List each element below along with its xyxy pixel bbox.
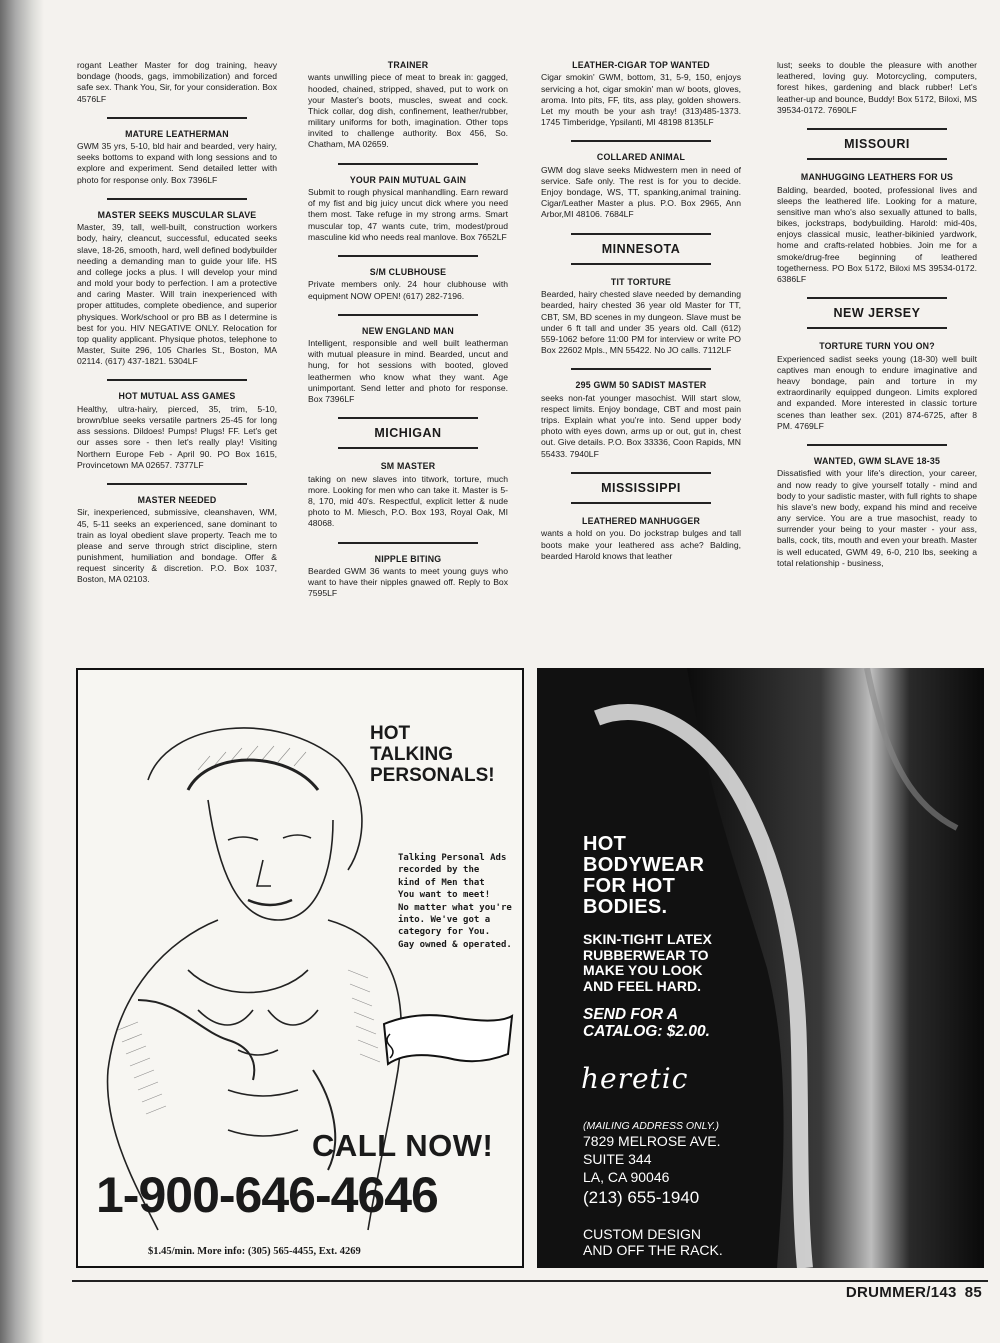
classified-ad [777, 172, 977, 285]
classified-ad [777, 60, 977, 116]
classified-ad-title: YOUR PAIN MUTUAL GAIN [349, 174, 467, 185]
ad-divider [338, 163, 478, 165]
classified-ad [541, 152, 741, 220]
talking-personals-blurb: Talking Personal Ads recorded by the kind of Men that You want to meet! No matter what you're into. We've got a category for You. Gay owned & operated. [398, 853, 512, 950]
section-rule [338, 417, 478, 419]
ad-divider [338, 542, 478, 544]
classified-ad-title: TORTURE TURN YOU ON? [819, 341, 935, 352]
classified-ad-title: TRAINER [387, 60, 429, 70]
classified-ad-body: Cigar smokin' GWM, bottom, 31, 5-9, 150, enjoys servicing a hot, cigar smokin' man w/ boots, gloves, aroma. Into pits, FF, tits, ass play, golden showers. Let my mouth be your ash tray! (313)485-1373. 1745 Timberidge, Ypsilanti, MI 48198 8135LF [541, 72, 741, 128]
classified-ad [541, 60, 741, 128]
section-rule [807, 327, 947, 329]
ad-divider [107, 379, 247, 381]
classified-ad [777, 456, 977, 569]
section-rule [338, 447, 478, 449]
state-heading-block [541, 472, 741, 504]
classified-ad-body: GWM 35 yrs, 5-10, bld hair and bearded, very hairy, seeks bottoms to expand with long sessions and to explore and experiment. Send detailed letter with photo for response only. Box 7396LF [77, 141, 277, 185]
classified-ad [777, 341, 977, 432]
section-rule [571, 502, 711, 504]
ad-divider [338, 255, 478, 257]
hot-talking-personals-headline: HOT TALKING PERSONALS! [370, 723, 495, 786]
magazine-issue: DRUMMER/143 [845, 1284, 957, 1301]
call-now-heading: CALL NOW! [312, 1128, 494, 1163]
classified-ad-body: Healthy, ultra-hairy, pierced, 35, trim, 5-10, brown/blue seeks versatile partners 25-45 for long ass sessions. Dildoes! Pumps! Plugs! FF. Let's get our asses sore - then let's really play! Visiting Northern Europe Feb - April 90. PO Box 1615, Provincetown MA 02657. 7377LF [77, 403, 277, 470]
classified-ad-body: wants a hold on you. Do jockstrap bulges and tall boots make your leathered ass ache? Balding, bearded Harold knows that leather [541, 528, 741, 561]
section-rule [807, 297, 947, 299]
classified-ad [541, 277, 741, 356]
hot-bodywear-headline: HOT BODYWEAR FOR HOT BODIES. [583, 833, 705, 918]
page-number: 85 [964, 1284, 982, 1301]
classified-ad-title: MASTER NEEDED [137, 494, 217, 505]
classified-ad-body: rogant Leather Master for dog training, heavy bondage (hoods, gags, immobilization) and forced safe sex. Thank You, Sir, for your consideration. Box 4576LF [77, 60, 277, 104]
classified-ad-body: lust; seeks to double the pleasure with another leathered, loving guy. Motorcycling, computers, forest hikes, gardening and black rubber! Let's leather-up and bounce, Buddy! Box 5172, Biloxi, MS 39534-0172. 7690LF [777, 60, 977, 115]
ad-divider [107, 483, 247, 485]
classified-ad [77, 129, 277, 186]
section-rule [807, 128, 947, 130]
hotline-phone-number: 1-900-646-4646 [96, 1167, 438, 1223]
classified-ad-title: S/M CLUBHOUSE [369, 266, 447, 277]
classified-ad-body: Submit to rough physical manhandling. Earn reward of my fist and big juicy uncut dick where you need them most. Take refuge in my strong arms. Smart muscular top, 47 wants cute, trim, modest/proud masculine kid who needs real manlove. Box 7652LF [308, 187, 508, 242]
classified-ad [308, 554, 508, 600]
latex-rubberwear-subhead: SKIN-TIGHT LATEX RUBBERWEAR TO MAKE YOU LOOK AND FEEL HARD. [583, 931, 712, 995]
page-binding-shadow [0, 0, 44, 1343]
classified-ad-body: Balding, bearded, booted, professional lives and sleeps the leathered life. Looking for a mature, sensitive man who's also sexually attuned to balls, bikes, jockstraps, bodybuilding. Harold: mid-40s, enjoys classical music, leather-bikinied yardwork, home and crafts-related hobbies. Join me for a smoke/drug-free beginning of leathered togetherness. PO Box 5172, Biloxi MS 39534-0172. 6386LF [777, 184, 977, 284]
ad-divider [571, 368, 711, 370]
footer-rule [72, 1280, 988, 1282]
classified-ad-body: Bearded, hairy chested slave needed by demanding bearded, hairy chested 36 year old Master for TT, CBT, SM, BD scenes in my dungeon. Slave must be under 6 ft tall and under 35 years old. Call (612) 559-1062 before 11:00 PM for interview or write PO Box 22602 Mpls., MN 55422. No JO calls. 7112LF [541, 289, 741, 356]
column-1 [77, 60, 277, 658]
heretic-address: (MAILING ADDRESS ONLY.) 7829 MELROSE AVE. SUITE 344 LA, CA 90046 (213) 655-1940 [583, 1120, 721, 1208]
classified-ad-body: Intelligent, responsible and well built leatherman with mutual pleasure in mind. Bearded, uncut and hung, for hot sessions with booted, gloved leathermen who know what they want. Age unimportant. Send letter and photo for response. Box 7396LF [308, 338, 508, 404]
classified-ad-title: HOT MUTUAL ASS GAMES [118, 391, 236, 402]
classified-ad-title: MASTER SEEKS MUSCULAR SLAVE [97, 209, 257, 220]
classified-ad-body: GWM dog slave seeks Midwestern men in need of service. Safe only. The rest is for you to decide. Enjoy bondage, WS, TT, spanking,animal training. Cigar/Leather Master a plus. P.O. Box 2965, Ann Arbor,MI 48106. 7684LF [541, 164, 741, 220]
state-heading: MISSOURI [844, 136, 910, 151]
custom-design-tagline: CUSTOM DESIGN AND OFF THE RACK. [583, 1226, 723, 1259]
heretic-bodywear-ad [537, 668, 984, 1268]
ad-divider [571, 140, 711, 142]
state-heading-block [541, 233, 741, 265]
classified-ad-body: Dissatisfied with your life's direction, your career, and now ready to give yourself totally - mind and body to your sadistic master, with full rights to shape his slave's new body, expand his mind and receive any service. You are a true masochist, ready to surrender your being to your master - your ass, balls, cock, tits, mouth and even your breath. Master is well educated, GWM 49, 6-0, 210 lbs, seeking a total relationship - business, [777, 468, 977, 568]
section-rule [571, 472, 711, 474]
classified-ad-title: MANHUGGING LEATHERS FOR US [800, 172, 954, 183]
column-3 [541, 60, 741, 658]
classified-ad-title: 295 GWM 50 SADIST MASTER [575, 380, 707, 391]
column-2 [308, 60, 508, 658]
rate-and-info-line: $1.45/min. More info: (305) 565-4455, Ext. 4269 [148, 1246, 361, 1257]
section-rule [807, 158, 947, 160]
classified-ad-body: Private members only. 24 hour clubhouse with equipment NOW OPEN! (617) 282-7196. [308, 279, 508, 301]
state-heading: NEW JERSEY [833, 306, 921, 321]
page-footer [846, 1284, 982, 1301]
classified-ad-body: wants unwilling piece of meat to break in: gagged, hooded, chained, stripped, shaved, put to work on your Master's boots, muscles, sweat and cock. Thick collar, dog dish, confinement, leather/rubber, military uniforms for both, imagination. Other tops invited to challenge authority. Box 456, So. Chatham, MA 02659. [308, 72, 508, 150]
ad-divider [107, 198, 247, 200]
classified-ad [541, 516, 741, 562]
classified-ad-body: Sir, inexperienced, submissive, cleanshaven, WM, 45, 5-11 seeks an experienced, sane dominant to train as loyal obedient slave property. Teach me to please and serve through strict discipline, stern punishment, humiliation and bondage. Offer & request sincerity & discretion. P.O. Box 1037, Boston, MA 02103. [77, 507, 277, 585]
classified-ad-title: LEATHER-CIGAR TOP WANTED [572, 60, 710, 70]
classified-ad [77, 60, 277, 105]
classified-ad [541, 380, 741, 459]
section-rule [571, 263, 711, 265]
state-heading: MICHIGAN [374, 426, 442, 441]
state-heading-block [308, 417, 508, 449]
section-rule [571, 233, 711, 235]
classified-ad [77, 391, 277, 470]
ad-divider [338, 314, 478, 316]
connections-usa-ad [76, 668, 524, 1268]
catalog-offer: SEND FOR A CATALOG: $2.00. [583, 1006, 710, 1041]
classified-ad-title: NIPPLE BITING [374, 553, 442, 564]
state-heading-block [777, 128, 977, 160]
classified-ad-body: taking on new slaves into titwork, torture, much more. Looking for men who can take it. Master is 5-8, 170, mid 40's. Respectful, explicit letter & nude photo to M. Miesch, P.O. Box 193, Royal Oak, MI 48068. [308, 473, 508, 529]
classified-ad [77, 210, 277, 368]
classified-ad-body: Experienced sadist seeks young (18-30) well built captives man enough to endure imaginative and heavy bondage, pain and torture in my extraordinarily equipped dungeon. Limits explored and expanded. More interested in classic torture scenes than leather sex. (201) 874-6725, after 8 PM. 4769LF [777, 353, 977, 431]
classified-ad-title: WANTED, GWM SLAVE 18-35 [813, 455, 941, 466]
classified-ad-title: NEW ENGLAND MAN [362, 325, 454, 336]
classified-ad-title: SM MASTER [380, 461, 436, 472]
state-heading: MINNESOTA [601, 241, 681, 256]
ad-divider [807, 444, 947, 446]
classified-ad [308, 326, 508, 405]
classified-ad-body: Master, 39, tall, well-built, construction workers body, hairy, cleancut, successful, educated seeks slave, 18-26, smooth, hard, well defined bodybuilder needing a demanding man to guide your life. HS and college jocks a plus. I will develop your mind and mold your body to perfection. I am a protective and caring Master. Will train inexperienced with proper attitudes, complete obedience, and superior physiques. Work/school or pro BB as I determine is best for you. HIV NEGATIVE ONLY. Relocation for top quality applicant. Physique photos, telephone to Master, Suite 296, 105 Charles St., Boston, MA 02114. (617) 437-1821. 5304LF [77, 222, 277, 367]
heretic-logo: heretic [581, 1062, 689, 1095]
column-4 [777, 60, 977, 658]
classified-ad [308, 267, 508, 302]
ad-divider [107, 117, 247, 119]
classified-ad-title: TIT TORTURE [610, 276, 672, 287]
classified-ad [308, 175, 508, 243]
classified-ad [308, 461, 508, 529]
classified-ad-title: LEATHERED MANHUGGER [582, 515, 700, 526]
classified-ad-title: COLLARED ANIMAL [596, 152, 686, 163]
classified-ad [77, 495, 277, 586]
state-heading: MISSISSIPPI [601, 480, 681, 495]
classified-ad-title: MATURE LEATHERMAN [125, 128, 229, 139]
state-heading-block [777, 297, 977, 329]
classified-ad-body: Bearded GWM 36 wants to meet young guys who want to have their nipples gnawed off. Reply to Box 7595LF [308, 566, 508, 599]
connections-usa-logo [378, 1006, 518, 1081]
classified-ad-body: seeks non-fat younger masochist. Will start slow, respect limits. Enjoy bondage, CBT and most pain trips. Explain what you're into. Send upper body photo with eyes down, arms up or out, gut in, chest out. Give details. P.O. Box 33336, Coon Rapids, MN 55433. 7940LF [541, 392, 741, 459]
classified-ad [308, 60, 508, 151]
